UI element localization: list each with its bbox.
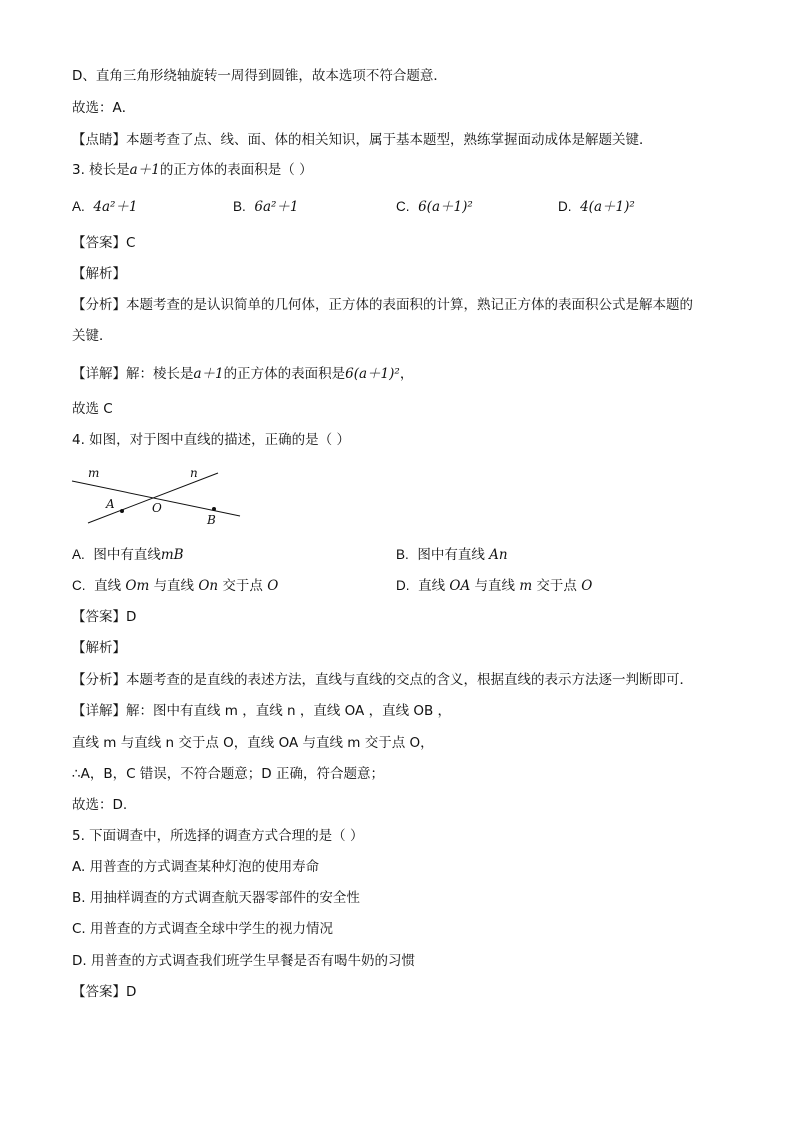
q4-choose: 故选：D.: [72, 797, 128, 813]
q3-detail: [72, 364, 413, 384]
q2-comment: 【点睛】本题考查了点、线、面、体的相关知识，属于基本题型，熟练掌握面动成体是解题关键．: [72, 132, 653, 148]
q3-detail-mid: 的正方体的表面积是: [223, 366, 346, 382]
q5-option-b: B. 用抽样调查的方式调查航天器零部件的安全性: [72, 890, 360, 906]
q5-option-c: C. 用普查的方式调查全球中学生的视力情况: [72, 921, 334, 937]
q4-option-a-text: 图中有直线: [93, 547, 161, 563]
q4-option-b: [396, 545, 508, 565]
q3-detail-prefix: 【详解】解：棱长是: [72, 366, 194, 382]
q4-analysis: 【分析】本题考查的是直线的表述方法，直线与直线的交点的含义，根据直线的表示方法逐一判断即可．: [72, 672, 693, 688]
q3-option-a-label: A.: [72, 199, 85, 214]
q3-option-c-label: C.: [396, 199, 410, 214]
label-m: m: [88, 466, 100, 480]
q3-analysis-line2: 关键．: [72, 328, 113, 344]
q3-detail-math1: a＋1: [193, 366, 224, 382]
q2-choose: 故选：A．: [72, 100, 136, 116]
q3-option-d: [558, 197, 635, 217]
q4-answer: 【答案】D: [72, 609, 137, 625]
q4-analysis-head: 【解析】: [72, 640, 126, 656]
q3-detail-math2: 6(a＋1)²: [345, 366, 400, 382]
q3-answer: 【答案】C: [72, 235, 136, 251]
q2-option-d-explanation: D、直角三角形绕轴旋转一周得到圆锥，故本选项不符合题意．: [72, 68, 447, 84]
q4-option-b-math: An: [489, 547, 508, 563]
q3-stem-math: a＋1: [129, 162, 160, 178]
q5-option-a: A. 用普查的方式调查某种灯泡的使用寿命: [72, 859, 320, 875]
q4-option-b-text: 图中有直线: [417, 547, 485, 563]
q5-option-d: D. 用普查的方式调查我们班学生早餐是否有喝牛奶的习惯: [72, 953, 415, 969]
q4-option-d: [396, 576, 592, 596]
q3-detail-suffix: ，: [399, 366, 414, 382]
q4-stem: 4. 如图，对于图中直线的描述，正确的是（ ）: [72, 432, 350, 448]
q4-option-a-math: mB: [160, 547, 184, 563]
q4-option-c-post: 交于点: [222, 578, 263, 594]
q4-option-a: [72, 545, 184, 565]
q4-option-c-label: C.: [72, 578, 86, 593]
q4-option-b-label: B.: [396, 547, 409, 562]
q3-option-c: [396, 197, 473, 217]
q3-option-b-label: B.: [233, 199, 246, 214]
q4-option-c-text: 直线: [94, 578, 122, 594]
q4-option-d-label: D.: [396, 578, 410, 593]
q4-detail-line3: ∴A，B，C 错误，不符合题意；D 正确，符合题意；: [72, 766, 384, 782]
q3-option-d-expr: 4(a＋1)²: [580, 199, 635, 215]
q3-choose: 故选 C: [72, 401, 113, 417]
q4-option-d-mid: 与直线: [474, 578, 516, 594]
q3-option-a: [72, 197, 138, 217]
q4-option-d-text: 直线: [418, 578, 446, 594]
label-n: n: [190, 466, 198, 480]
q4-option-c-math2: On: [198, 578, 219, 594]
q3-analysis-head: 【解析】: [72, 266, 126, 282]
q5-stem: 5. 下面调查中，所选择的调查方式合理的是（ ）: [72, 828, 364, 844]
q5-answer: 【答案】D: [72, 984, 137, 1000]
point-A: [120, 509, 124, 513]
q4-option-d-math2: m: [519, 578, 533, 594]
q4-option-c-mid: 与直线: [153, 578, 195, 594]
label-O: O: [152, 501, 162, 515]
q3-stem: [72, 160, 313, 180]
point-B: [212, 507, 216, 511]
label-A: A: [106, 497, 115, 511]
q4-detail-line2: 直线 m 与直线 n 交于点 O，直线 OA 与直线 m 交于点 O，: [72, 735, 434, 751]
q4-option-d-math3: O: [581, 578, 593, 594]
q4-option-a-label: A.: [72, 547, 85, 562]
q4-option-c-math: Om: [125, 578, 150, 594]
q3-option-b-expr: 6a²＋1: [254, 199, 299, 215]
label-B: B: [207, 513, 216, 527]
q4-option-d-math: OA: [449, 578, 471, 594]
q3-stem-suffix: 的正方体的表面积是（ ）: [159, 162, 313, 178]
q3-option-d-label: D.: [558, 199, 572, 214]
q3-option-b: [233, 197, 299, 217]
q3-option-c-expr: 6(a＋1)²: [418, 199, 473, 215]
q3-analysis-line1: 【分析】本题考查的是认识简单的几何体，正方体的表面积的计算，熟记正方体的表面积公式是解本题的: [72, 297, 693, 313]
q4-detail-line1: 【详解】解：图中有直线 m ，直线 n ，直线 OA ，直线 OB ，: [72, 703, 452, 719]
q3-option-a-expr: 4a²＋1: [93, 199, 138, 215]
q4-option-d-post: 交于点: [536, 578, 577, 594]
q4-option-c: [72, 576, 278, 596]
q3-stem-prefix: 3. 棱长是: [72, 162, 130, 178]
q4-option-c-math3: O: [267, 578, 279, 594]
q4-figure: [66, 460, 246, 530]
